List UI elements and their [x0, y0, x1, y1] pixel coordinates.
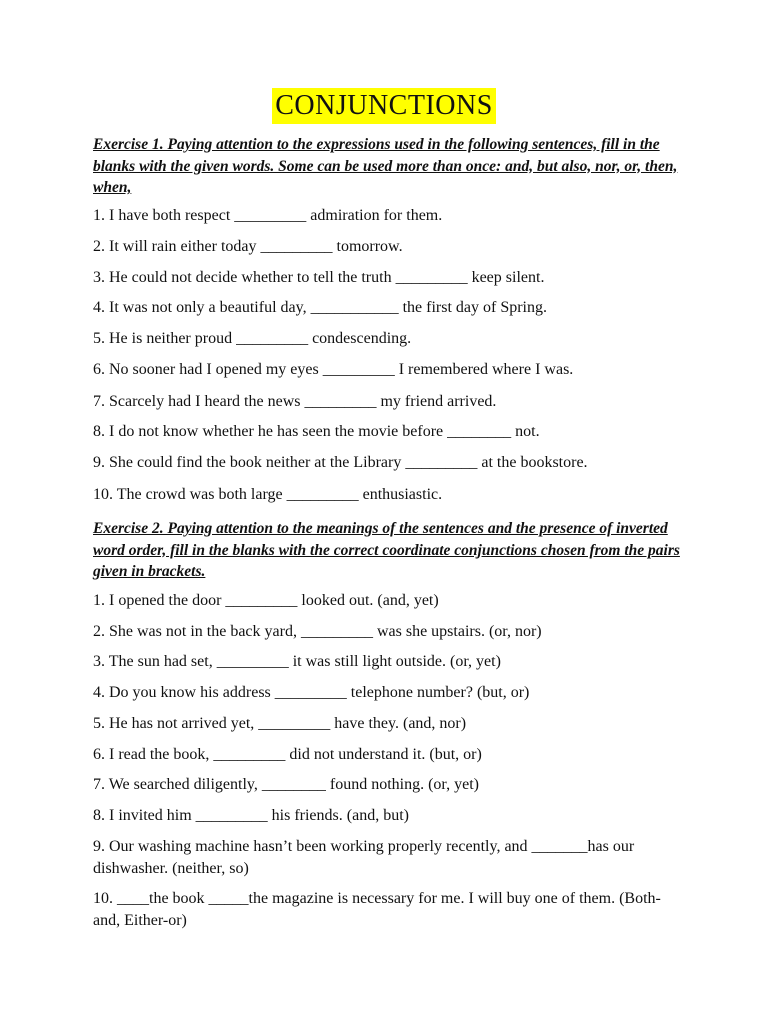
exercise2-item: 5. He has not arrived yet, _________ have they. (and, nor): [93, 715, 467, 732]
exercise1-item: 6. No sooner had I opened my eyes _________ I remembered where I was.: [93, 361, 574, 378]
exercise2-item: 10. ____the book _____the magazine is necessary for me. I will buy one of them. (Both-and, Either-or): [93, 890, 661, 929]
exercise2-item: 4. Do you know his address _________ telephone number? (but, or): [93, 684, 530, 701]
exercise1-item: 4. It was not only a beautiful day, ___________ the first day of Spring.: [93, 299, 547, 316]
exercise2-item: 2. She was not in the back yard, _________ was she upstairs. (or, nor): [93, 623, 542, 640]
exercise2-item: 8. I invited him _________ his friends. (and, but): [93, 807, 409, 824]
exercise1-item: 9. She could find the book neither at the Library _________ at the bookstore.: [93, 454, 588, 471]
exercise1-item: 5. He is neither proud _________ condescending.: [93, 330, 412, 347]
exercise1-item: 7. Scarcely had I heard the news _________ my friend arrived.: [93, 393, 497, 410]
exercise1-item: 10. The crowd was both large _________ enthusiastic.: [93, 486, 443, 503]
exercise2-item: 6. I read the book, _________ did not understand it. (but, or): [93, 746, 482, 763]
exercise1-item: 3. He could not decide whether to tell the truth _________ keep silent.: [93, 269, 545, 286]
page-title: CONJUNCTIONS: [272, 88, 496, 124]
exercise2-item: 3. The sun had set, _________ it was still light outside. (or, yet): [93, 653, 501, 670]
exercise2-item: 7. We searched diligently, ________ found nothing. (or, yet): [93, 776, 479, 793]
title-container: [0, 88, 768, 124]
exercise2-item: 1. I opened the door _________ looked out. (and, yet): [93, 592, 439, 609]
exercise1-instructions: Exercise 1. Paying attention to the expressions used in the following sentences, fill in the blanks with the given words. Some can be used more than once: and, but also, nor, or, then, when,: [93, 136, 678, 196]
exercise1-item: 8. I do not know whether he has seen the movie before ________ not.: [93, 423, 540, 440]
exercise2-instructions: Exercise 2. Paying attention to the meanings of the sentences and the presence of inverted word order, fill in the blanks with the correct coordinate conjunctions chosen from the pairs given in brackets.: [93, 520, 680, 580]
exercise1-item: 2. It will rain either today _________ tomorrow.: [93, 238, 403, 255]
exercise2-item: 9. Our washing machine hasn’t been working properly recently, and _______has our dishwasher. (neither, so): [93, 838, 635, 877]
exercise1-item: 1. I have both respect _________ admiration for them.: [93, 207, 443, 224]
